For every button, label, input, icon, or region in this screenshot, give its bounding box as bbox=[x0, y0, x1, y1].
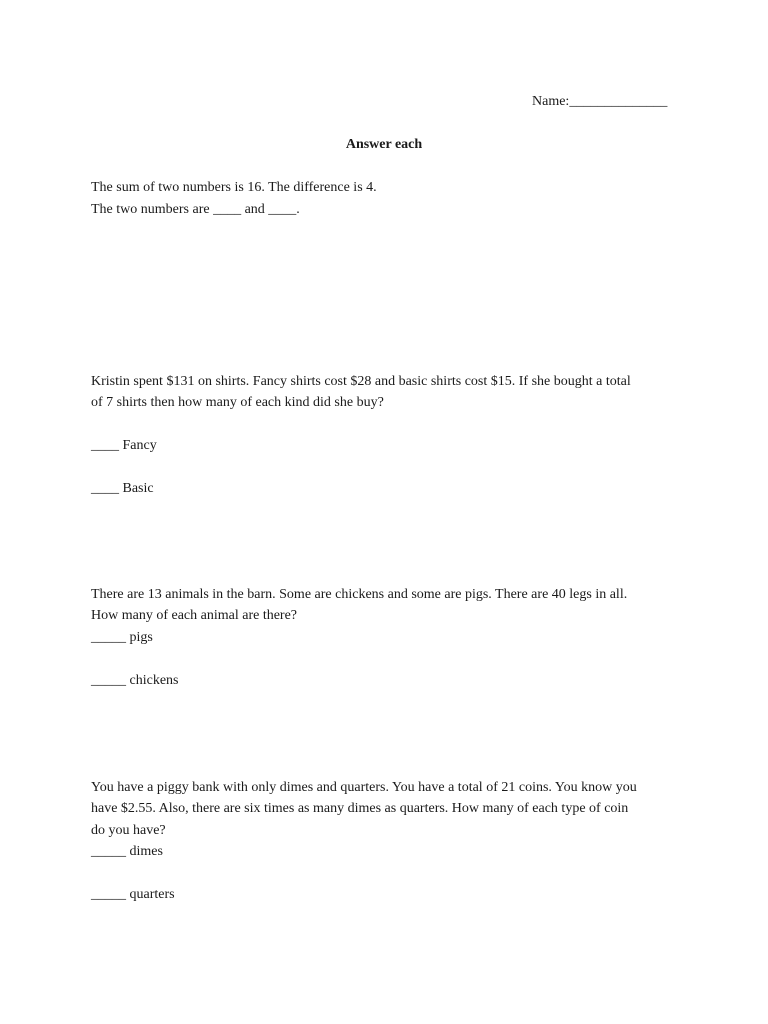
problem-4-answer-dimes: _____ dimes bbox=[91, 844, 163, 859]
problem-1-line-2: The two numbers are ____ and ____. bbox=[91, 202, 300, 217]
problem-4-line-2: have $2.55. Also, there are six times as many dimes as quarters. How many of each type of coin bbox=[91, 801, 629, 816]
problem-3-line-2: How many of each animal are there? bbox=[91, 608, 298, 623]
problem-2-answer-basic: ____ Basic bbox=[91, 481, 154, 496]
problem-3-answer-pigs: _____ pigs bbox=[91, 630, 153, 645]
problem-3-answer-chickens: _____ chickens bbox=[91, 673, 179, 688]
problem-4-line-3: do you have? bbox=[91, 823, 166, 838]
problem-2-answer-fancy: ____ Fancy bbox=[91, 438, 157, 453]
problem-3-line-1: There are 13 animals in the barn. Some are chickens and some are pigs. There are 40 legs in all. bbox=[91, 587, 628, 602]
problem-4-answer-quarters: _____ quarters bbox=[91, 887, 175, 902]
problem-2-line-2: of 7 shirts then how many of each kind did she buy? bbox=[91, 395, 384, 410]
name-field-label: Name:______________ bbox=[532, 94, 668, 109]
page-title: Answer each bbox=[345, 137, 423, 152]
problem-2-line-1: Kristin spent $131 on shirts. Fancy shirts cost $28 and basic shirts cost $15. If she bought a total bbox=[91, 374, 631, 389]
problem-1-line-1: The sum of two numbers is 16. The difference is 4. bbox=[91, 180, 377, 195]
problem-4-line-1: You have a piggy bank with only dimes and quarters. You have a total of 21 coins. You know you bbox=[91, 780, 637, 795]
